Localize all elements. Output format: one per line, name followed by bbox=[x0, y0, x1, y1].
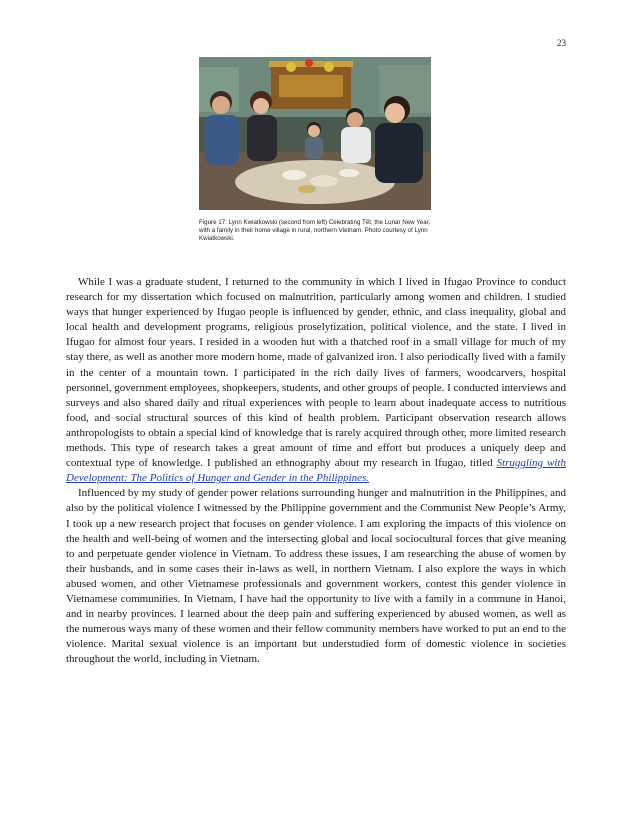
paragraph-2-text: Influenced by my study of gender power relations surrounding hunger and malnutrition in the Philippines, and also by the political violence I witnessed by the Philippine government and the Communist New People’s Army, I took up a new research project that focuses on gender violence. I am exploring the impacts of this violence on the health and well-being of women and the intersecting global and local sociocultural forces that give meaning to and perpetuate gender violence in Vietnam. To address these issues, I am researching the abuse of women by their husbands, and in some cases their in-laws as well, in northern Vietnam. I also explore the ways in which abused women, and other Vietnamese professionals and government workers, contest this gender violence in Vietnamese communities. In Vietnam, I have had the opportunity to live with a family in a commune in Hanoi, and in nearby provinces. I learned about the deep pain and suffering experienced by abused women, as well as the numerous ways many of these women and their fellow community members have worked to put an end to the violence. Marital sexual violence is an important but understudied form of domestic violence in societies throughout the world, including in Vietnam. bbox=[66, 487, 566, 666]
figure-photo bbox=[199, 57, 431, 210]
page-number: 23 bbox=[557, 38, 566, 48]
paragraph-1-text: While I was a graduate student, I returned to the community in which I lived in Ifugao Province to conduct research for my dissertation which focused on malnutrition, particularly among women and children. I studied ways that hunger experienced by Ifugao people is influenced by gender, ethnic, and class inequality, global and local health and development programs, religious proselytization, political violence, and the state. I lived in Ifugao for almost four years. I resided in a wooden hut with a thatched roof in a small village for much of my stay there, as well as another more modern home, made of galvanized iron. I also periodically lived with a family in the center of a mountain town. I participated in the rich daily lives of farmers, woodcarvers, hospital personnel, government employees, shopkeepers, students, and other groups of people. I conducted interviews and surveys and also shared daily and ritual experiences with people to learn about inadequate access to nutritious food, and social structural sources of this kind of health problem. Participant observation research allows anthropologists to obtain a special kind of knowledge that is rarely acquired through other, more limited research methods. This type of research takes a great amount of time and effort but produces a uniquely deep and contextual type of knowledge. I published an ethnography about my research in Ifugao, titled bbox=[66, 276, 566, 470]
paragraph-2 bbox=[66, 486, 566, 667]
body-text bbox=[66, 275, 566, 667]
paragraph-1 bbox=[66, 275, 566, 486]
family-photo-illustration bbox=[199, 57, 431, 210]
figure-caption: Figure 17: Lynn Kwiatkowski (second from left) Celebrating Tết, the Lunar New Year, with a family in their home village in rural, northern Vietnam. Photo courtesy of Lynn Kwiatkowski. bbox=[199, 219, 431, 242]
book-title-link[interactable]: Struggling with Development: The Politics of Hunger and Gender in the Philippines. bbox=[66, 457, 566, 485]
